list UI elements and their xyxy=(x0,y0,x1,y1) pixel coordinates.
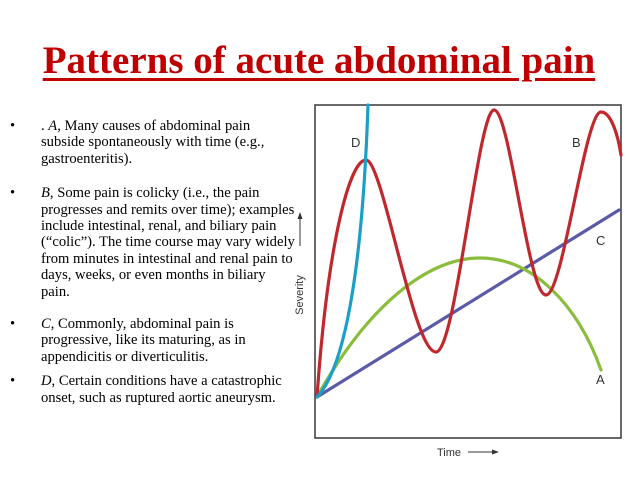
bullet-dot-icon xyxy=(10,185,15,201)
bullet-dot-icon xyxy=(10,373,15,389)
bullet-item-b xyxy=(10,185,295,300)
bullet-item-c xyxy=(10,316,295,365)
curve-label-a: A xyxy=(596,372,605,387)
bullet-letter: C xyxy=(41,316,51,333)
x-axis xyxy=(437,447,499,459)
bullet-dot-icon xyxy=(10,316,15,332)
bullet-text: , Certain conditions have a catastrophic onset, such as ruptured aortic aneurysm. xyxy=(41,373,282,406)
curve-label-d: D xyxy=(351,135,361,150)
curve-label-c: C xyxy=(596,233,606,248)
bullet-letter: A xyxy=(48,118,58,134)
bullet-text: , Some pain is colicky (i.e., the pain progresses and remits over time); examples include intestinal, renal, and biliary pain (“colic”). The time course may vary widely from minutes in intestinal and renal pain to days, weeks, or even months in biliary pain. xyxy=(41,185,295,300)
bullet-dot-icon xyxy=(10,118,15,134)
bullet-text: , Commonly, abdominal pain is progressive, like its maturing, as in appendicitis or diverticulitis. xyxy=(41,316,246,365)
y-axis-arrow-head xyxy=(298,212,303,219)
y-axis xyxy=(294,212,306,315)
pain-pattern-figure xyxy=(288,100,628,470)
curve-label-b: B xyxy=(572,135,581,150)
bullet-list xyxy=(10,118,295,406)
x-axis-label: Time xyxy=(437,447,462,459)
bullet-item-a xyxy=(10,118,295,167)
bullet-text: , Many causes of abdominal pain subside spontaneously with time (e.g., gastroenteritis). xyxy=(41,118,265,167)
bullet-letter: B xyxy=(41,185,50,202)
slide-title: Patterns of acute abdominal pain xyxy=(42,39,596,82)
y-axis-label: Severity xyxy=(294,275,306,315)
x-axis-arrow-head xyxy=(492,450,499,455)
bullet-letter: D xyxy=(41,373,52,390)
plot-frame xyxy=(315,105,621,438)
bullet-item-d xyxy=(10,373,295,406)
bullet-prefix: . xyxy=(41,118,49,134)
